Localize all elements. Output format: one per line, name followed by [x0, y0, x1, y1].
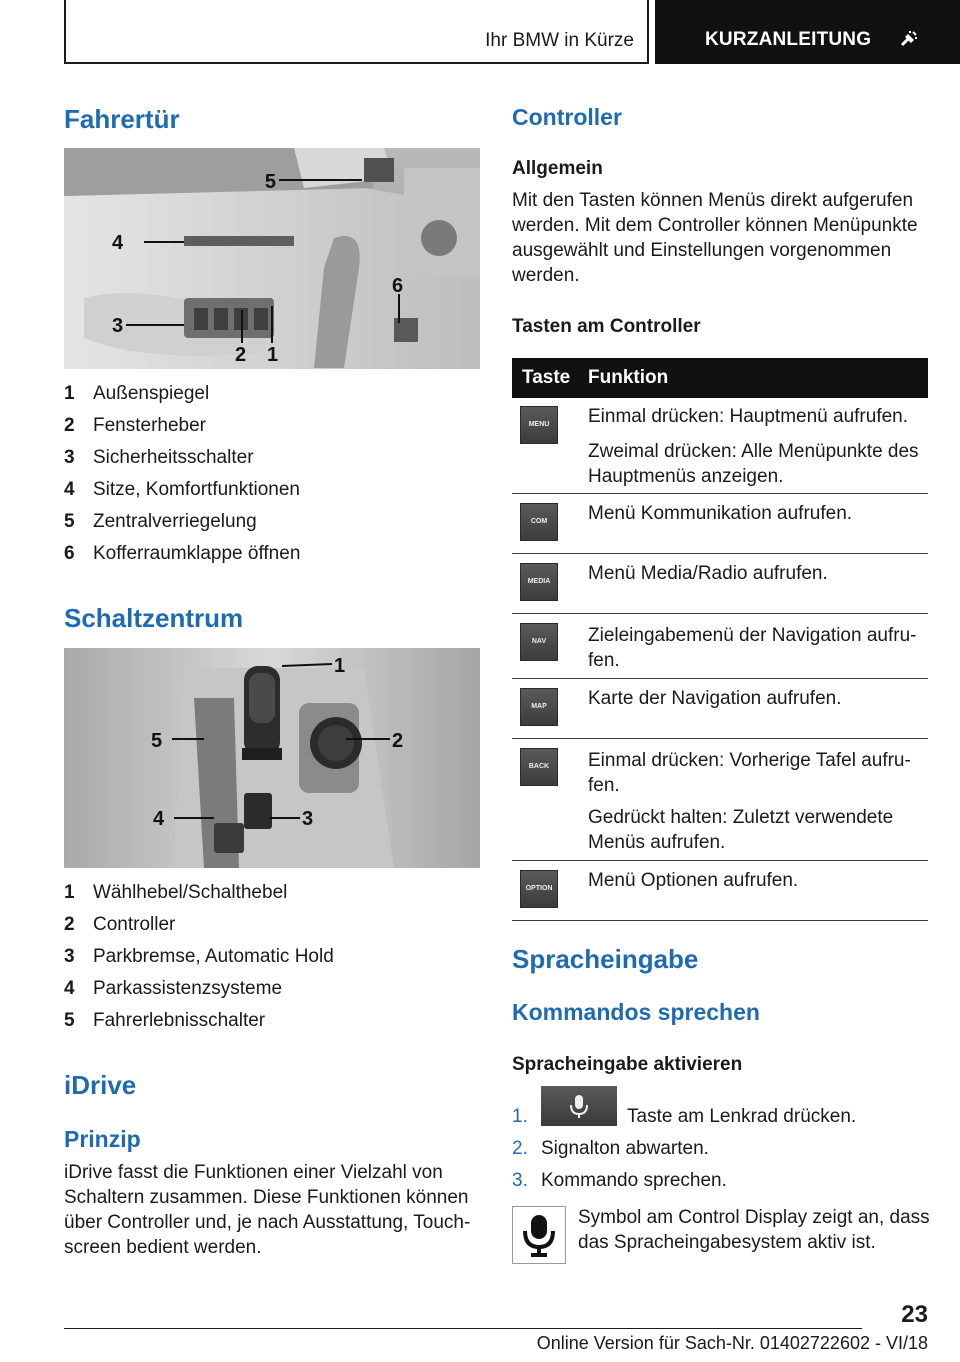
step-text: Signalton abwarten. [541, 1138, 709, 1159]
col-header-funktion: Funktion [588, 367, 669, 388]
legend-text: Sicherheitsschalter [93, 447, 254, 468]
heading-fahrertuer: Fahrertür [64, 104, 180, 134]
legend-num: 4 [64, 479, 75, 500]
legend-text: Außenspiegel [93, 383, 210, 404]
door-panel-illustration [64, 148, 480, 369]
legend-num: 3 [64, 946, 75, 967]
legend-text: Parkbremse, Automatic Hold [93, 946, 334, 967]
heading-controller: Controller [512, 104, 622, 130]
map-button-icon: MAP [520, 688, 558, 726]
row-text: Menü Optionen aufrufen. [588, 870, 799, 891]
step-text: Taste am Lenkrad drücken. [627, 1106, 857, 1127]
legend-text: Fahrerlebnisschalter [93, 1010, 266, 1031]
step-text: Kommando sprechen. [541, 1170, 727, 1191]
controller-keys-table [512, 358, 928, 921]
idrive-description: iDrive fasst die Funktionen einer Vielzahl von Schaltern zusammen. Diese Funktionen können über Controller und, je nach Ausstattung, Touchscreen bedient werden. [64, 1162, 471, 1258]
row-text: Karte der Navigation aufrufen. [588, 688, 842, 709]
legend-text: Wählhebel/Schalthebel [93, 882, 288, 903]
heading-idrive: iDrive [64, 1070, 137, 1100]
media-button-icon: MEDIA [520, 563, 558, 601]
row-text: Menü Kommunikation aufrufen. [588, 503, 853, 524]
legend-item [64, 442, 480, 474]
heading-allgemein: Allgemein [512, 158, 603, 179]
legend-text: Fensterheber [93, 415, 207, 436]
heading-kommandos: Kommandos sprechen [512, 999, 760, 1025]
legend-item [64, 474, 480, 506]
microphone-icon [513, 1207, 565, 1263]
console-callout-3: 3 [302, 808, 314, 830]
legend-item [64, 538, 480, 570]
door-callout-1: 1 [267, 344, 279, 366]
heading-aktivieren: Spracheingabe aktivieren [512, 1054, 743, 1075]
menu-button-icon: MENU [520, 406, 558, 444]
chapter-label: KURZANLEITUNG [705, 29, 872, 50]
console-callout-5: 5 [151, 730, 163, 752]
controller-general-text: Mit den Tasten können Menüs direkt aufgerufen werden. Mit dem Controller können Menüpunkte ausgewählt und Einstellungen vorgenommen werden. [512, 190, 918, 286]
console-legend [64, 877, 480, 1037]
door-callout-4: 4 [112, 232, 124, 254]
step-number: 2. [512, 1138, 528, 1159]
row-text: Menü Media/Radio aufrufen. [588, 563, 828, 584]
legend-num: 5 [64, 1010, 75, 1031]
step-item [512, 1136, 928, 1168]
heading-schaltzentrum: Schaltzentrum [64, 603, 244, 633]
legend-num: 5 [64, 511, 75, 532]
heading-tasten: Tasten am Controller [512, 316, 701, 337]
legend-num: 3 [64, 447, 75, 468]
legend-item [64, 378, 480, 410]
legend-num: 6 [64, 543, 75, 564]
table-row [512, 494, 928, 554]
door-callout-6: 6 [392, 275, 404, 297]
step-item [512, 1086, 928, 1136]
center-console-illustration [64, 648, 480, 868]
table-row [512, 679, 928, 739]
step-item [512, 1168, 928, 1200]
voice-active-symbol [512, 1206, 566, 1264]
legend-text: Kofferraumklappe öffnen [93, 543, 301, 564]
legend-item [64, 506, 480, 538]
table-row [512, 739, 928, 861]
door-callout-5: 5 [264, 171, 276, 193]
table-header [512, 358, 928, 398]
table-row [512, 398, 928, 494]
legend-num: 1 [64, 882, 75, 903]
table-row [512, 614, 928, 679]
legend-num: 2 [64, 415, 75, 436]
row-text: Gedrückt halten: Zuletzt verwendete Menüs aufrufen. [588, 807, 894, 853]
door-legend [64, 378, 480, 570]
console-callout-2: 2 [392, 730, 404, 752]
voice-note: Symbol am Control Display zeigt an, dass das Spracheingabesystem aktiv ist. [578, 1207, 930, 1253]
header-rule-left [64, 0, 66, 64]
console-callout-1: 1 [334, 655, 346, 677]
step-number: 1. [512, 1106, 528, 1127]
com-button-icon: COM [520, 503, 558, 541]
row-text: Zieleingabemenü der Navigation aufrufen. [588, 625, 917, 671]
nav-button-icon: NAV [520, 623, 558, 661]
door-panel-image [64, 148, 480, 369]
back-button-icon: BACK [520, 748, 558, 786]
console-callout-4: 4 [153, 808, 165, 830]
header-rule-mid [647, 0, 649, 64]
row-text: Einmal drücken: Vorherige Tafel aufrufen. [588, 750, 911, 796]
col-header-taste: Taste [522, 367, 571, 388]
table-row [512, 554, 928, 614]
page-number: 23 [901, 1301, 928, 1328]
option-button-icon: OPTION [520, 870, 558, 908]
legend-item [64, 1005, 480, 1037]
legend-num: 2 [64, 914, 75, 935]
table-row [512, 861, 928, 921]
section-title: Ihr BMW in Kürze [485, 30, 634, 51]
legend-num: 1 [64, 383, 75, 404]
heading-prinzip: Prinzip [64, 1126, 141, 1152]
footer-rule [64, 1328, 862, 1329]
legend-item [64, 973, 480, 1005]
legend-num: 4 [64, 978, 75, 999]
row-text: Zweimal drücken: Alle Menüpunkte des Hauptmenüs anzeigen. [588, 441, 919, 487]
heading-spracheingabe: Spracheingabe [512, 944, 699, 974]
activation-steps [512, 1086, 928, 1200]
legend-item [64, 410, 480, 442]
door-callout-2: 2 [235, 344, 247, 366]
legend-item [64, 909, 480, 941]
legend-text: Parkassistenzsysteme [93, 978, 283, 999]
online-version: Online Version für Sach-Nr. 01402722602 - VI/18 [536, 1333, 928, 1353]
step-number: 3. [512, 1170, 528, 1191]
legend-text: Controller [93, 914, 176, 935]
row-text: Einmal drücken: Hauptmenü aufrufen. [588, 406, 909, 427]
quick-guide-icon [896, 28, 920, 52]
door-callout-3: 3 [112, 315, 124, 337]
legend-text: Sitze, Komfortfunktionen [93, 479, 300, 500]
center-console-image [64, 648, 480, 868]
legend-item [64, 877, 480, 909]
legend-item [64, 941, 480, 973]
header-rule-bottom [64, 62, 648, 64]
legend-text: Zentralverriegelung [93, 511, 257, 532]
mic-button-icon [541, 1086, 617, 1126]
